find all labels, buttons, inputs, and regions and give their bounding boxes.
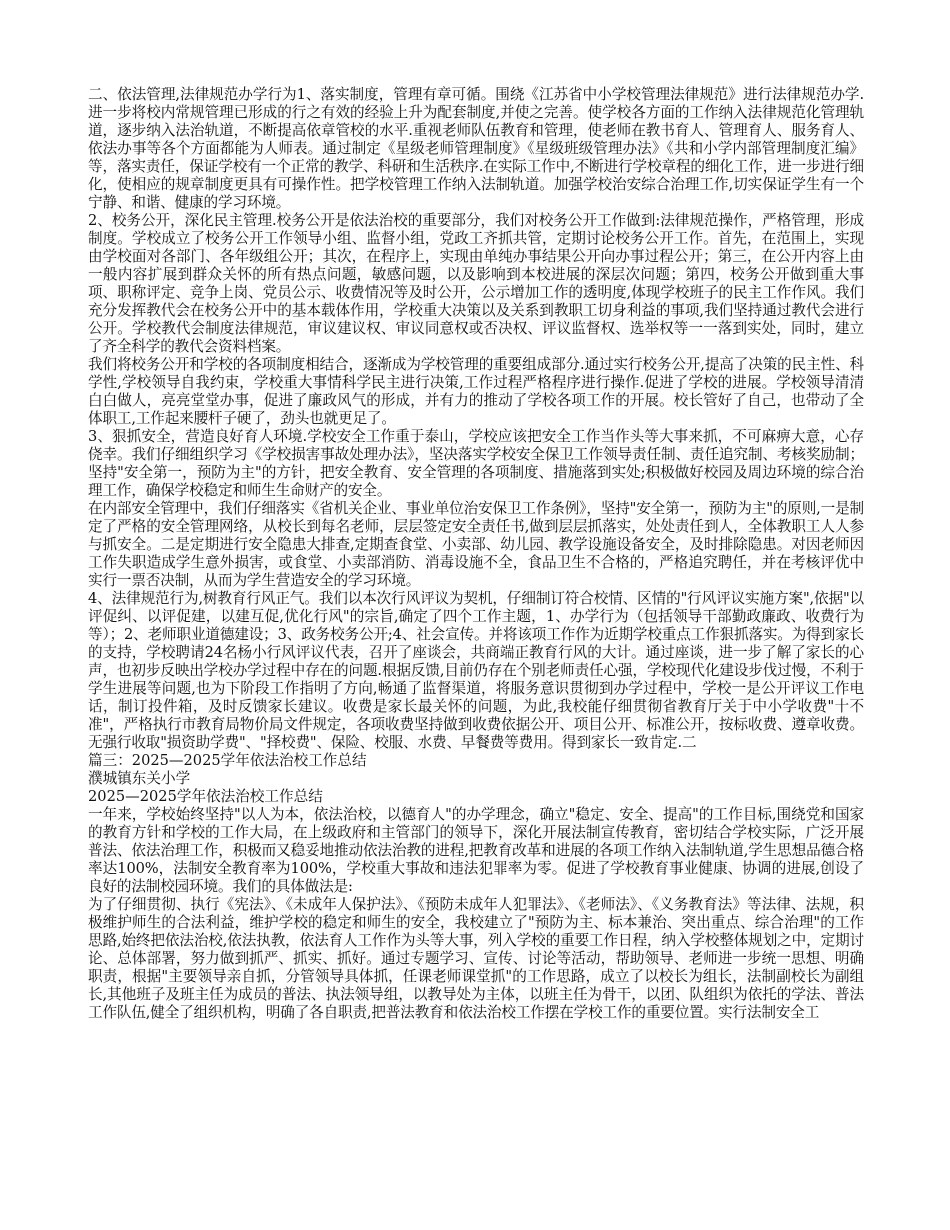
part-heading: 篇三：2025—2025学年依法治校工作总结 [88, 752, 367, 769]
paragraph-implementation: 为了仔细贯彻、执行《宪法》、《未成年人保护法》、《预防未成年人犯罪法》、《老师法》、《义务教育法》等法律、法规，积极维护师生的合法利益，维护学校的稳定和师生的安全，我校建立了"预防为主、标本兼治、突出重点、综合治理"的工作思路,始终把依法治校,依法执教，依法育人工作作为头等大事，列入学校的重要工作日程，纳入学校整体规划之中，定期讨论、总体部署，努力做到抓严、抓实、抓好。通过专题学习、宣传、讨论等活动，帮助领导、老师进一步统一思想、明确职责，根据"主要领导亲自抓，分管领导具体抓，任课老师课堂抓"的工作思路，成立了以校长为组长，法制副校长为副组长,其他班子及班主任为成员的普法、执法领导组，以教导处为主体，以班主任为骨干，以团、队组织为依托的学法、普法工作队伍,健全了组织机构，明确了各自职责,把普法教育和依法治校工作摆在学校工作的重要位置。实行法制安全工 [88, 896, 864, 1021]
paragraph-school-affairs-openness: 2、校务公开，深化民主管理.校务公开是依法治校的重要部分，我们对校务公开工作做到:法律规范操作，严格管理，形成制度。学校成立了校务公开工作领导小组、监督小组，党政工齐抓共管，定期讨论校务公开工作。首先，在范围上，实现由学校面对各部门、各年级组公开；其次，在程序上，实现由单纯办事结果公开向办事过程公开；第三，在公开内容上由一般内容扩展到群众关怀的所有热点问题，敏感问题，以及影响到本校进展的深层次问题；第四，校务公开做到重大事项、职称评定、竞争上岗、党员公示、收费情况等及时公开，公示增加工作的透明度,体现学校班子的民主工作作风。我们充分发挥教代会在校务公开中的基本载体作用，学校重大决策以及关系到教职工切身利益的事项,我们坚持通过教代会进行公开。学校教代会制度法律规范，审议建议权、审议同意权或否决权、评议监督权、选举权等一一落到实处，同时，建立了齐全科学的教代会资料档案。 [88, 212, 864, 355]
report-title: 2025—2025学年依法治校工作总结 [88, 788, 323, 805]
paragraph-openness-results: 我们将校务公开和学校的各项制度相结合，逐渐成为学校管理的重要组成部分.通过实行校务公开,提高了决策的民主性、科学性,学校领导自我约束，学校重大事情科学民主进行决策,工作过程严格程序进行操作.促进了学校的进展。学校领导清清白白做人，亮亮堂堂办事，促进了廉政风气的形成，并有力的推动了学校各项工作的开展。校长管好了自己，也带动了全体职工,工作起来腰杆子硬了，劲头也就更足了。 [88, 356, 864, 427]
school-name: 濮城镇东关小学 [88, 770, 191, 787]
paragraph-annual-summary: 一年来，学校始终坚持"以人为本，依法治校，以德育人"的办学理念，确立"稳定、安全、提高"的工作目标,围绕党和国家的教育方针和学校的工作大局，在上级政府和主管部门的领导下，深化开展法制宣传教育，密切结合学校实际，广泛开展普法、依法治理工作，积极而又稳妥地推动依法治教的进程,把教育改革和进展的各项工作纳入法制轨道,学生思想品德合格率达100%，法制安全教育率为100%，学校重大事故和违法犯罪率为零。促进了学校教育事业健康、协调的进展,创设了良好的法制校园环境。我们的具体做法是: [88, 806, 864, 895]
paragraph-safety: 3、狠抓安全，营造良好育人环境.学校安全工作重于泰山，学校应该把安全工作当作头等大事来抓，不可麻痹大意，心存侥幸。我们仔细组织学习《学校损害事故处理办法》，坚决落实学校安全保卫工作领导责任制、责任追究制、考核奖励制；坚持"安全第一，预防为主"的方针，把安全教育、安全管理的各项制度、措施落到实处;积极做好校园及周边环境的综合治理工作，确保学校稳定和师生生命财产的安全。 [88, 428, 864, 499]
document-page [88, 86, 864, 1022]
paragraph-internal-safety: 在内部安全管理中，我们仔细落实《省机关企业、事业单位治安保卫工作条例》，坚持"安全第一，预防为主"的原则,一是制定了严格的安全管理网络，从校长到每名老师，层层签定安全责任书,做到层层抓落实，处处责任到人，全体教职工人人参与抓安全。二是定期进行安全隐患大排查,定期查食堂、小卖部、幼儿园、教学设施设备安全，及时排除隐患。对因老师因工作失职造成学生意外损害，或食堂、小卖部消防、消毒设施不全，食品卫生不合格的，严格追究聘任，并在考核评优中实行一票否决制，从而为学生营造安全的学习环境。 [88, 500, 864, 589]
paragraph-conduct-regulation: 4、法律规范行为,树教育行风正气。我们以本次行风评议为契机，仔细制订符合校情、区情的"行风评议实施方案",依据"以评促纠、以评促建，以建互促,优化行风"的宗旨,确定了四个工作主题，1、办学行为（包括领导干部勤政廉政、收费行为等）；2、老师职业道德建设；3、政务校务公开;4、社会宣传。并将该项工作作为近期学校重点工作狠抓落实。为得到家长的支持，学校聘请24名杨小行风评议代表，召开了座谈会，共商端正教育行风的大计。通过座谈，进一步了解了家长的心声，也初步反映出学校办学过程中存在的问题.根据反馈,目前仍存在个别老师责任心强，学校现代化建设步伐过慢，不利于学生进展等问题,也为下阶段工作指明了方向,畅通了监督渠道，将服务意识贯彻到办学过程中，学校一是公开评议工作电话，制订投件箱，及时反馈家长建议。收费是家长最关怀的问题，为此,我校能仔细贯彻省教育厅关于中小学收费"十不准"，严格执行市教育局物价局文件规定，各项收费坚持做到收费依据公开、项目公开、标准公开，按标收费、遵章收费。无强行收取"损资助学费"、"择校费"、保险、校服、水费、早餐费等费用。得到家长一致肯定.二 [88, 590, 864, 751]
paragraph-legal-management: 二、依法管理,法律规范办学行为1、落实制度，管理有章可循。围绕《江苏省中小学校管理法律规范》进行法律规范办学.进一步将校内常规管理已形成的行之有效的经验上升为配套制度,并使之完善。使学校各方面的工作纳入法律规范化管理轨道，逐步纳入法治轨道，不断提高依章管校的水平.重视老师队伍教育和管理，使老师在教书育人、管理育人、服务育人、依法办事等各个方面都能为人师表。通过制定《星级老师管理制度》《星级班级管理办法》《共和小学内部管理制度汇编》等，落实责任，保证学校有一个正常的教学、科研和生活秩序.在实际工作中,不断进行学校章程的细化工作，进一步进行细化，使相应的规章制度更具有可操作性。把学校管理工作纳入法制轨道。加强学校治安综合治理工作,切实保证学生有一个宁静、和谐、健康的学习环境。 [88, 86, 864, 211]
